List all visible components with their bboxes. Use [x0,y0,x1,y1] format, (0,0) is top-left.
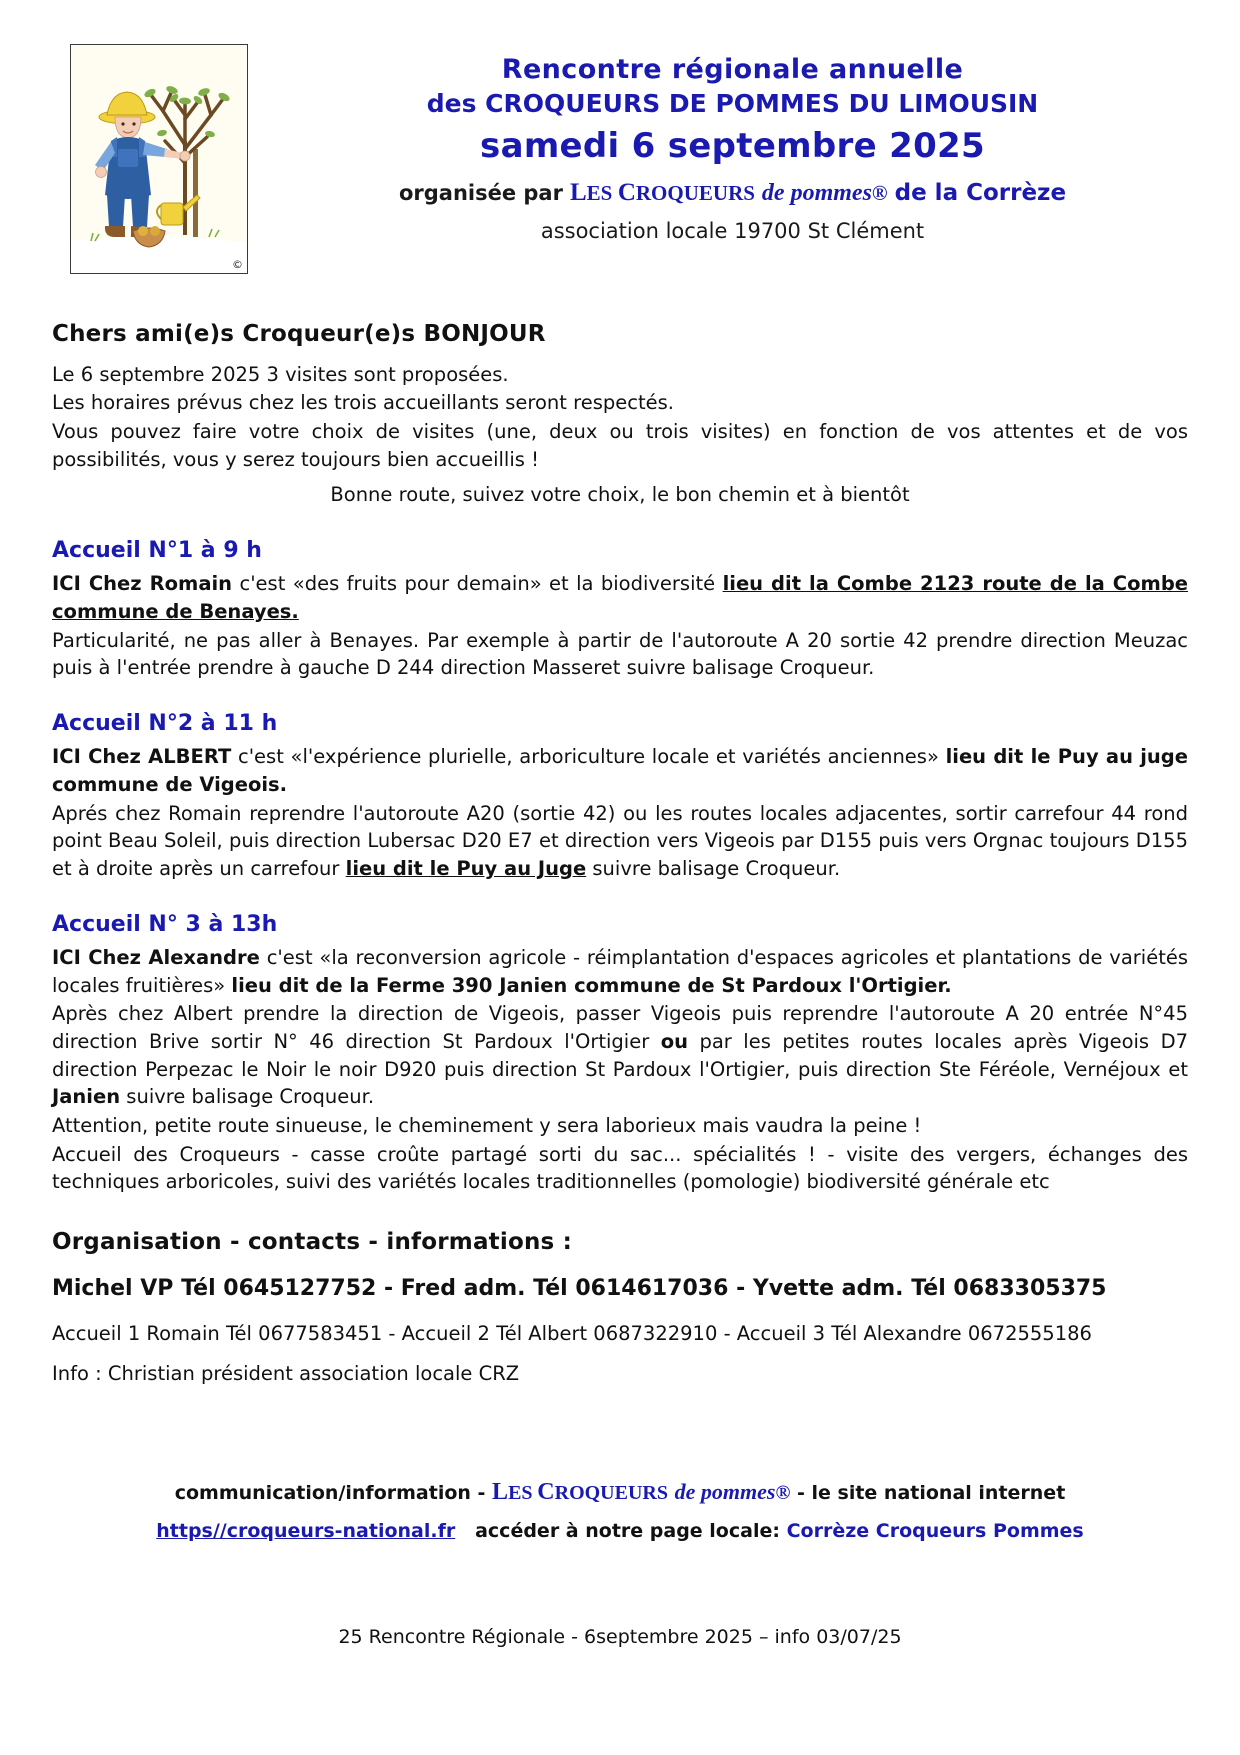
accueil-3-place: lieu dit de la Ferme 390 Janien commune de St Pardoux l'Ortigier. [231,973,952,997]
organisation-contacts-main: Michel VP Tél 0645127752 - Fred adm. Tél 0614617036 - Yvette adm. Tél 0683305375 [52,1275,1107,1301]
intro-line-3: Vous pouvez faire votre choix de visites (une, deux ou trois visites) en fonction de vos attentes et de vos possibilités, vous y serez toujours bien accueillis ! [52,420,1188,471]
accueil-2-directions-place: lieu dit le Puy au Juge [345,857,587,881]
accueil-1-desc-text: c'est «des fruits pour demain» et la biodiversité [239,572,716,596]
accueil-3-directions [52,1000,1188,1111]
accueil-2-directions-post: suivre balisage Croqueur. [592,857,841,881]
intro-line-1: Le 6 septembre 2025 3 visites sont proposées. [52,362,509,386]
brand-italic: de pommes [761,179,872,206]
accueil-3-directions-p3: suivre balisage Croqueur. [126,1085,375,1109]
organisation-info: Info : Christian président association locale CRZ [52,1361,520,1385]
accueil-1-title: Accueil N°1 à 9 h [52,538,262,564]
accueil-2-directions-pre: Aprés chez Romain reprendre l'autoroute A20 (sortie 42) ou les routes locales adjacentes, sortir carrefour 44 rond point Beau Soleil, puis direction Lubersac D20 E7 et direction vers Vigeois par D155 puis vers Orgnac toujours D155 et à droite après un carrefour [52,801,1188,881]
accueil-2-directions [52,800,1188,883]
intro-line-4: Bonne route, suivez votre choix, le bon chemin et à bientôt [330,483,910,507]
intro-line-2: Les horaires prévus chez les trois accueillants seront respectés. [52,391,674,415]
document-body [52,318,1188,1653]
accueil-1-host: ICI Chez Romain [52,572,233,596]
accueil-1-directions: Particularité, ne pas aller à Benayes. Par exemple à partir de l'autoroute A 20 sortie 42 prendre direction Meuzac puis à l'entrée prendre à gauche D 244 direction Masseret suivre balisage Croqueur. [52,628,1188,680]
accueil-3-title: Accueil N° 3 à 13h [52,911,278,937]
organisation-contacts-hosts: Accueil 1 Romain Tél 0677583451 - Accueil 2 Tél Albert 0687322910 - Accueil 3 Tél Alexandre 0672555186 [52,1322,1092,1346]
accueil-2-desc-text: c'est «l'expérience plurielle, arboriculture locale et variétés anciennes» [237,745,939,769]
footer-suffix: - le site national internet [797,1482,1066,1505]
organisation-heading: Organisation - contacts - informations : [52,1229,573,1256]
local-page-link[interactable]: Corrèze Croqueurs Pommes [786,1519,1084,1542]
footer-brand-name: LES CROQUEURS [492,1479,668,1506]
accueil-1-description [52,570,1188,625]
accueil-1-place: lieu dit la Combe 2123 route de la Combe commune de Benayes. [52,572,1189,624]
accueil-3-directions-p2: par les petites routes locales après Vigeois D7 direction Perpezac le Noir le noir D920 puis direction St Pardoux l'Ortigier, puis direction Ste Féréole, Vernéjoux et [52,1030,1188,1081]
accueil-3-directions-p1: Après chez Albert prendre la direction de Vigeois, passer Vigeois puis reprendre l'autoroute A 20 entrée N°45 direction Brive sortir N° 46 direction St Pardoux l'Ortigier [52,1002,1188,1054]
footer-access-label: accéder à notre page locale: [475,1519,780,1542]
footer-links-line [52,1516,1188,1546]
footer-reference-note: 25 Rencontre Régionale - 6septembre 2025 – info 03/07/25 [338,1626,902,1649]
footer-prefix: communication/information - [174,1482,486,1505]
title-block [277,38,1188,247]
footer-communication-line [52,1473,1188,1511]
department-label: de la Corrèze [894,179,1067,206]
logo-container [52,38,267,274]
accueil-2-title: Accueil N°2 à 11 h [52,711,278,737]
accueil-3-program: Accueil des Croqueurs - casse croûte partagé sorti du sac... spécialités ! - visite des vergers, échanges des techniques arboricoles, suivi des variétés locales traditionnelles (pomologie) biodiversité générale etc [52,1142,1188,1194]
copyright-symbol: © [232,258,243,271]
national-site-link[interactable]: https//croqueurs-national.fr [156,1519,456,1542]
accueil-3-description [52,944,1188,999]
footer-brand-registered: ® [775,1482,791,1505]
croqueur-illustration-icon [70,44,248,274]
page-title-line1: Rencontre régionale annuelle [501,54,964,85]
association-subtitle: association locale 19700 St Clément [540,219,925,244]
brand-registered: ® [871,180,888,205]
accueil-3-ou: ou [660,1030,688,1054]
accueil-3-desc-text: c'est «la reconversion agricole - réimplantation d'espaces agricoles et plantations de variétés locales fruitières» [52,945,1189,997]
accueil-2-place: lieu dit le Puy au juge commune de Vigeois. [52,745,1188,796]
organized-by-label: organisée par [398,180,563,205]
accueil-3-janien: Janien [52,1085,121,1109]
document-footer [52,1473,1188,1652]
accueil-2-host: ICI Chez ALBERT [52,745,232,769]
brand-name: LES CROQUEURS [569,178,755,206]
accueil-3-warning: Attention, petite route sinueuse, le cheminement y sera laborieux mais vaudra la peine ! [52,1114,922,1138]
event-date: samedi 6 septembre 2025 [480,125,985,166]
greeting-heading: Chers ami(e)s Croqueur(e)s BONJOUR [52,321,546,347]
accueil-2-description [52,743,1188,798]
organizer-line [277,174,1188,212]
accueil-3-host: ICI Chez Alexandre [52,945,260,969]
footer-brand-italic: de pommes [674,1479,776,1505]
document-header [52,38,1188,274]
page-title-line2: des CROQUEURS DE POMMES DU LIMOUSIN [426,89,1039,119]
